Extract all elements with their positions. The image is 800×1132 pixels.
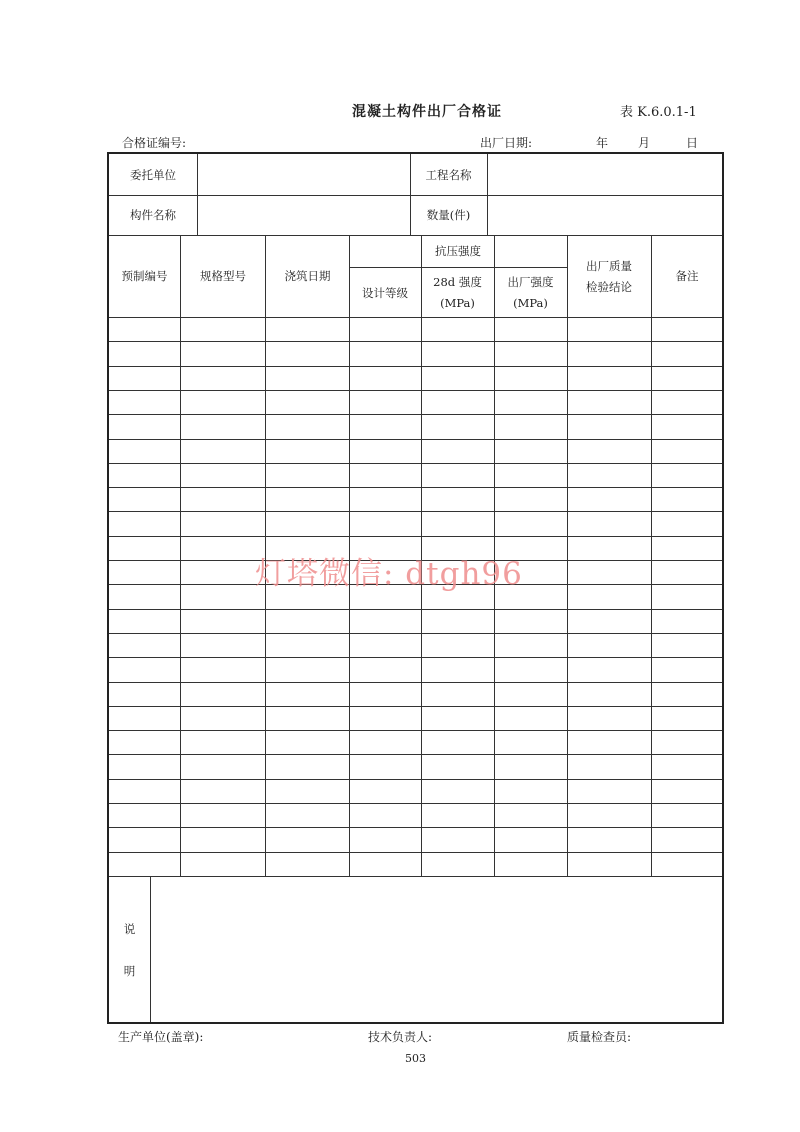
grid-row-line <box>109 317 722 318</box>
component-name-label: 构件名称 <box>130 208 176 222</box>
col-quality-conclusion-2: 检验结论 <box>586 280 632 294</box>
col-design-grade: 设计等级 <box>362 286 408 300</box>
grid-row-line <box>109 511 722 512</box>
grid-row-line <box>109 536 722 537</box>
grid-row-line <box>109 366 722 367</box>
form-title: 混凝土构件出厂合格证 <box>352 104 502 120</box>
col-quality-conclusion-1: 出厂质量 <box>586 259 632 273</box>
cert-number-label: 合格证编号: <box>122 136 187 150</box>
grid-row-line <box>109 657 722 658</box>
client-label: 委托单位 <box>130 168 176 182</box>
table-number: 表 K.6.0.1-1 <box>620 105 697 120</box>
month-label: 月 <box>638 136 651 150</box>
project-name-label: 工程名称 <box>425 168 472 182</box>
grid-row-line <box>109 341 722 342</box>
grid-row-line <box>109 633 722 634</box>
divider <box>487 154 488 235</box>
producer-label: 生产单位(盖章): <box>118 1030 204 1044</box>
col-remarks: 备注 <box>675 269 699 283</box>
notes-label-1: 说 <box>123 922 136 936</box>
divider <box>150 876 151 1022</box>
grid-row-line <box>109 827 722 828</box>
grid-row-line <box>109 487 722 488</box>
col-28d-strength-unit: (MPa) <box>440 296 475 310</box>
grid-row-line <box>109 390 722 391</box>
grid-row-line <box>109 779 722 780</box>
grid-row-line <box>109 682 722 683</box>
col-precast-no: 预制编号 <box>121 269 168 283</box>
grid-row-line <box>109 730 722 731</box>
divider <box>349 267 567 268</box>
factory-date-label: 出厂日期: <box>480 136 533 150</box>
grid-row-line <box>109 439 722 440</box>
grid-row-line <box>109 803 722 804</box>
divider <box>197 154 198 235</box>
grid-row-line <box>109 876 722 877</box>
watermark-text: 灯塔微信: dtgh96 <box>255 556 523 592</box>
tech-lead-label: 技术负责人: <box>368 1030 433 1044</box>
divider <box>109 195 722 196</box>
quantity-label: 数量(件) <box>426 208 471 222</box>
grid-row-line <box>109 414 722 415</box>
inspector-label: 质量检查员: <box>567 1030 632 1044</box>
grid-row-line <box>109 754 722 755</box>
year-label: 年 <box>596 136 609 150</box>
grid-row-line <box>109 463 722 464</box>
divider <box>109 235 722 236</box>
col-pour-date: 浇筑日期 <box>284 269 331 283</box>
grid-row-line <box>109 609 722 610</box>
day-label: 日 <box>686 136 699 150</box>
page-number: 503 <box>405 1052 426 1065</box>
grid-row-line <box>109 852 722 853</box>
col-compressive-strength: 抗压强度 <box>435 244 481 258</box>
col-factory-strength-unit: (MPa) <box>513 296 548 310</box>
col-28d-strength: 28d 强度 <box>433 275 482 289</box>
grid-row-line <box>109 706 722 707</box>
col-spec-model: 规格型号 <box>200 269 246 283</box>
col-factory-strength: 出厂强度 <box>507 275 554 289</box>
notes-label-2: 明 <box>123 964 136 978</box>
